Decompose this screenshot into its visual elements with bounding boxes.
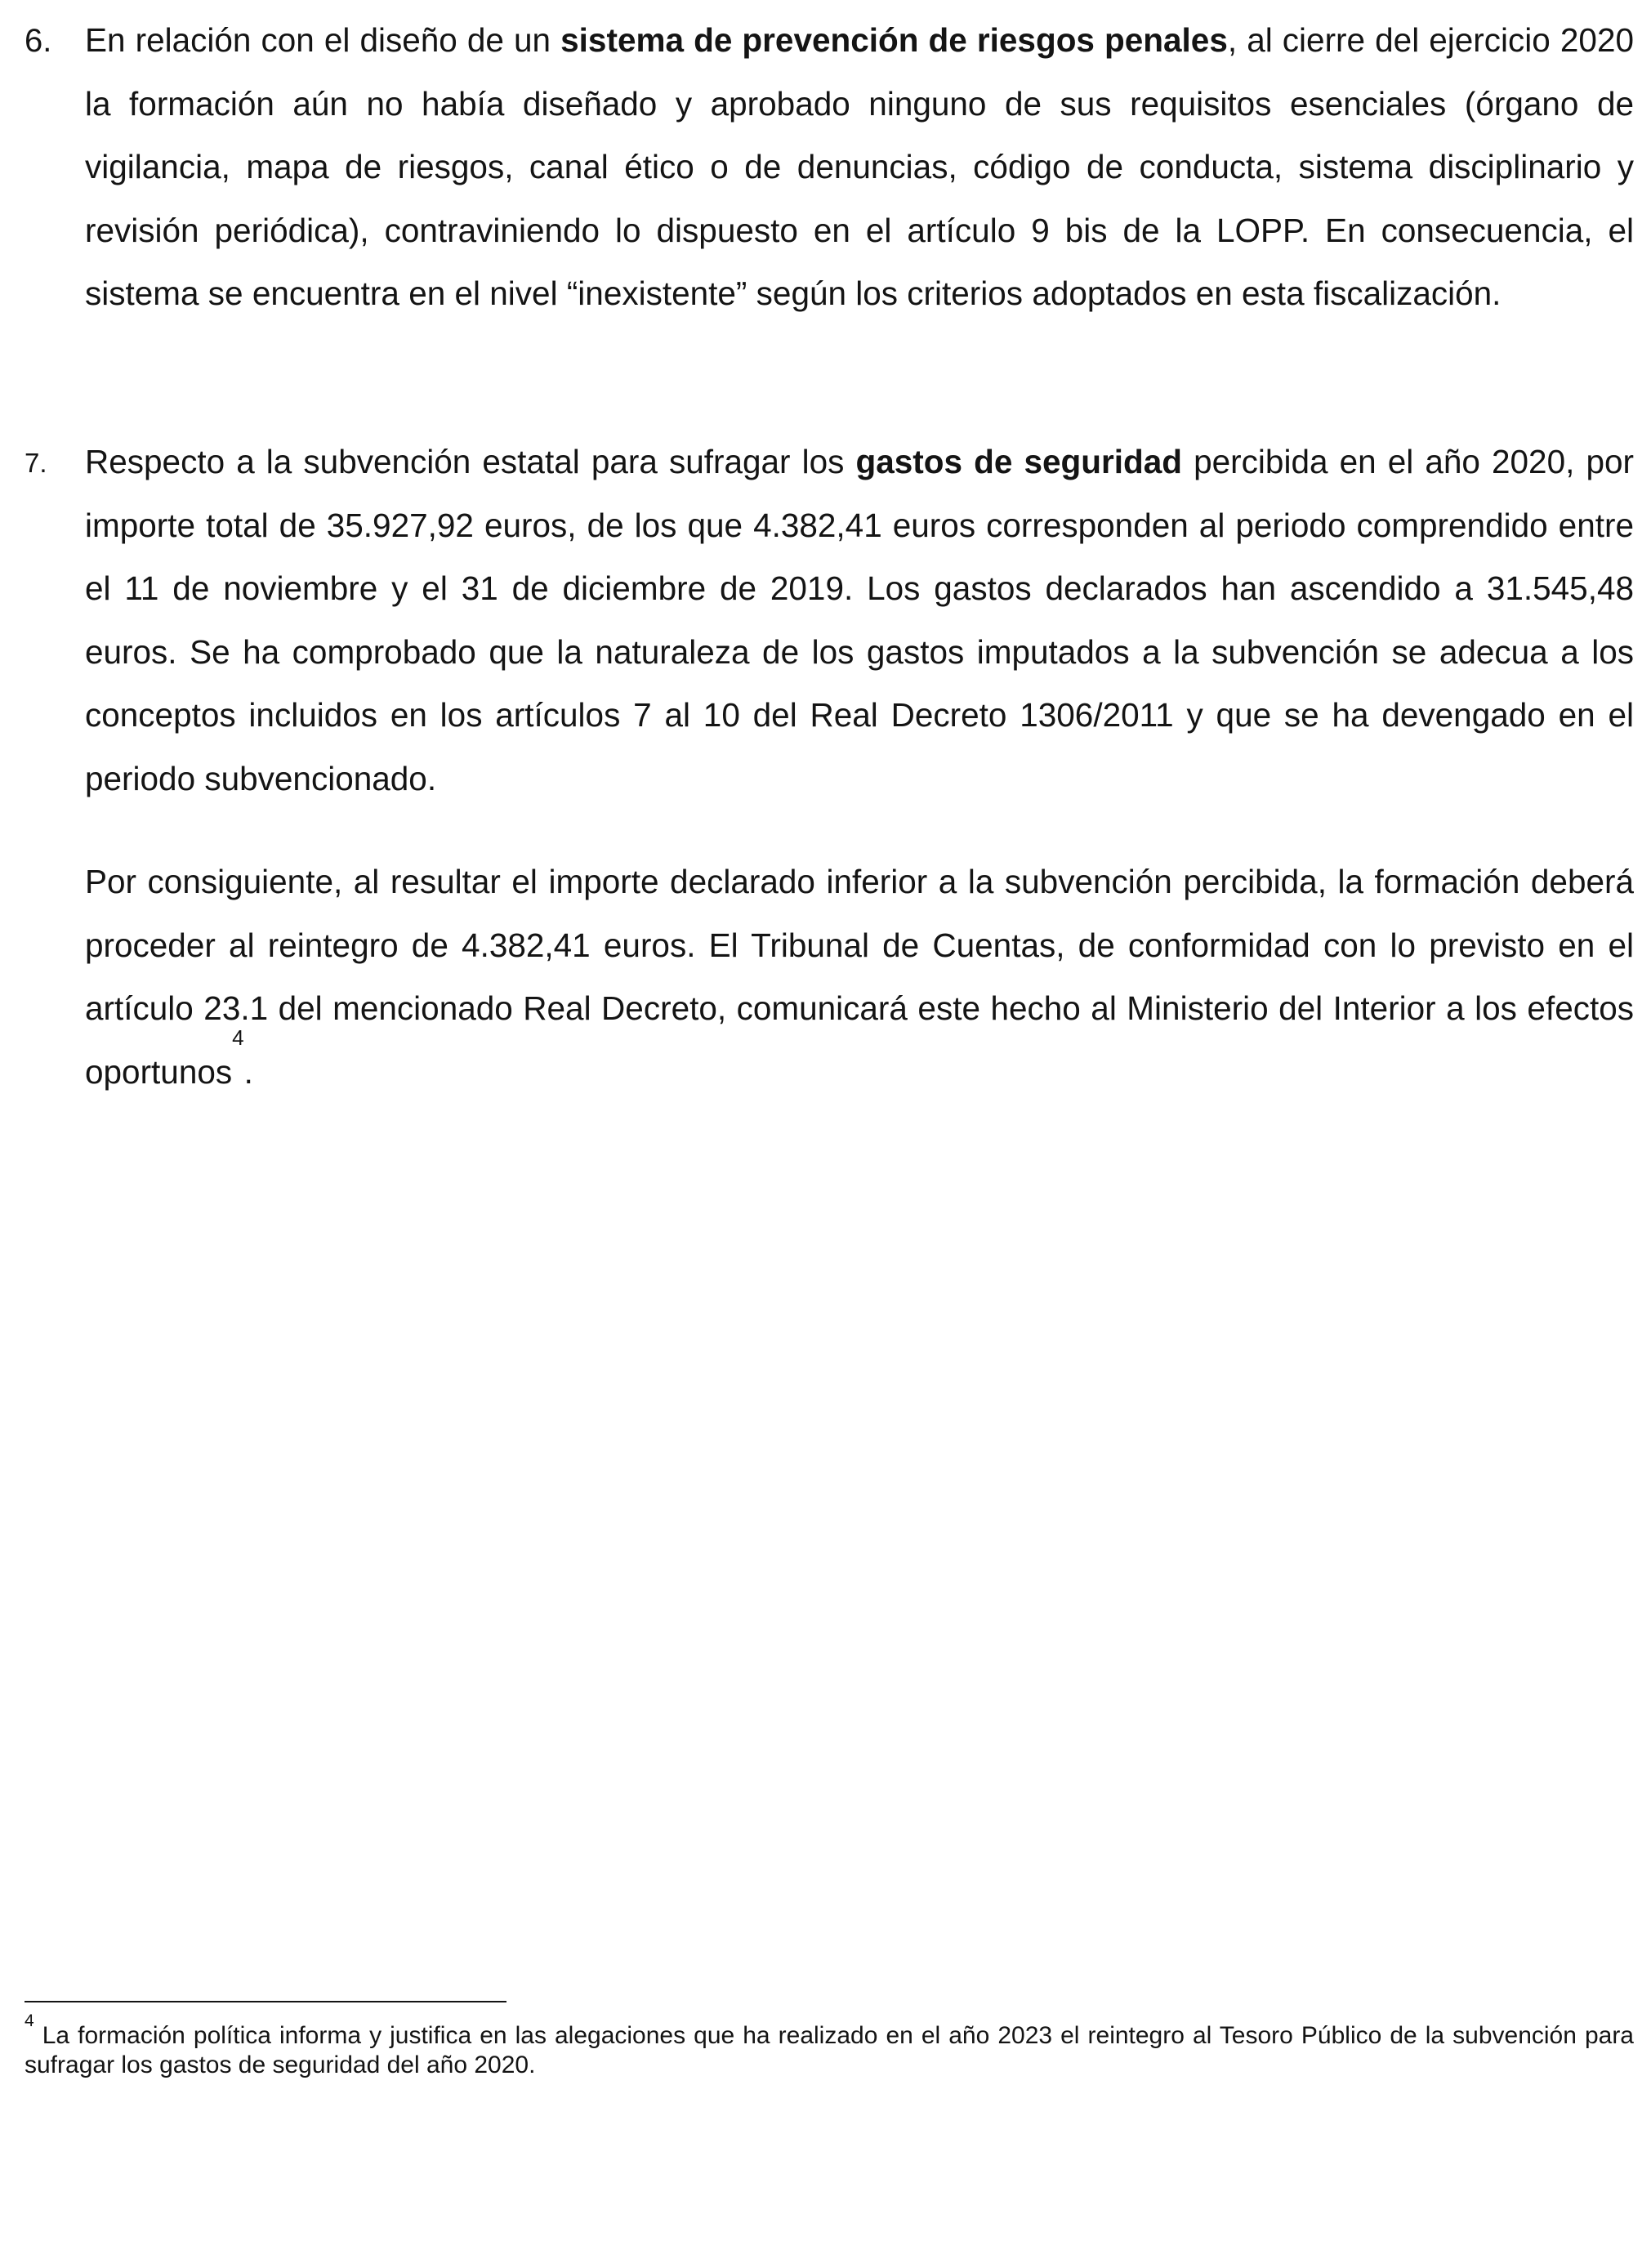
footnote xyxy=(25,2011,1634,2080)
footnote-divider xyxy=(25,2001,506,2002)
item-paragraph xyxy=(85,431,1634,810)
paragraph-text: Respecto a la subvención estatal para sufragar los xyxy=(85,443,856,480)
bold-term: gastos de seguridad xyxy=(855,443,1183,480)
paragraph-text: percibida en el año 2020, por importe total de 35.927,92 euros, de los que 4.382,41 euros corresponden al periodo comprendido entre el 11 de noviembre y el 31 de diciembre de 2019. Los gastos declarados han ascendido a 31.545,48 euros. Se ha comprobado que la naturaleza de los gastos imputados a la subvención se adecua a los conceptos incluidos en los artículos 7 al 10 del Real Decreto 1306/2011 y que se ha devengado en el periodo subvencionado. xyxy=(85,443,1634,797)
continuation-paragraph xyxy=(85,850,1634,1104)
item-paragraph xyxy=(85,9,1634,326)
footnote-marker: 4 xyxy=(25,2011,34,2030)
footnote-text: La formación política informa y justifica en las alegaciones que ha realizado en el año 2023 el reintegro al Tesoro Público de la subvención para sufragar los gastos de seguridad del año 2020. xyxy=(25,2022,1634,2078)
list-item-6 xyxy=(25,9,1634,326)
paragraph-end: . xyxy=(243,1052,253,1091)
list-item-7 xyxy=(25,431,1634,810)
bold-term: sistema de prevención de riesgos penales xyxy=(560,21,1228,59)
paragraph-text: , al cierre del ejercicio 2020 la formación aún no había diseñado y aprobado ninguno de sus requisitos esenciales (órgano de vigilancia, mapa de riesgos, canal ético o de denuncias, código de conducta, sistema disciplinario y revisión periódica), contraviniendo lo dispuesto en el artículo 9 bis de la LOPP. En consecuencia, el sistema se encuentra en el nivel “inexistente” según los criterios adoptados en esta fiscalización. xyxy=(85,21,1634,312)
paragraph-text: Por consiguiente, al resultar el importe declarado inferior a la subvención percibida, la formación deberá proceder al reintegro de 4.382,41 euros. El Tribunal de Cuentas, de conformidad con lo previsto en el artículo 23.1 del mencionado Real Decreto, comunicará este hecho al Ministerio del Interior a los efectos oportunos xyxy=(85,863,1634,1091)
paragraph-text: En relación con el diseño de un xyxy=(85,21,561,59)
item-number: 6. xyxy=(25,23,52,59)
item-number: 7. xyxy=(25,448,47,478)
footnote-reference[interactable]: 4 xyxy=(232,1025,244,1050)
continuation-block xyxy=(25,850,1634,1104)
